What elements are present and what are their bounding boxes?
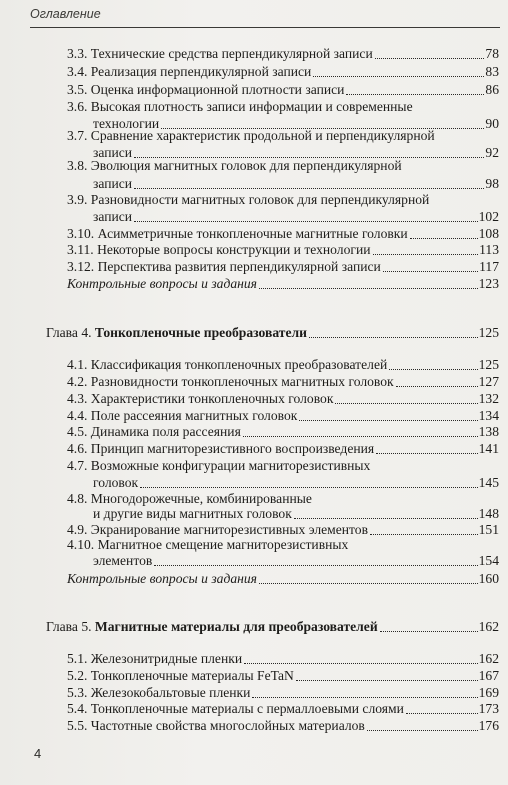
toc-entry-3-6-line1: 3.6. Высокая плотность записи информации и современные — [67, 99, 413, 114]
toc-entry-4-10 — [93, 553, 499, 569]
toc-chapter-4 — [46, 325, 499, 341]
dot-leader — [346, 93, 484, 95]
toc-entry-4-6 — [67, 441, 499, 457]
toc-page-number: 90 — [485, 116, 499, 131]
toc-page-number: 162 — [478, 651, 499, 666]
toc-entry-3-8-line1: 3.8. Эволюция магнитных головок для перпендикулярной — [67, 158, 402, 173]
dot-leader — [140, 486, 477, 488]
toc-entry-5-3 — [67, 685, 499, 701]
toc-entry-label: 3.11. Некоторые вопросы конструкции и технологии — [67, 242, 371, 257]
dot-leader — [252, 696, 477, 698]
chapter-prefix: Глава 5. — [46, 619, 95, 634]
toc-entry-label: элементов — [93, 553, 153, 568]
dot-leader — [243, 435, 478, 437]
toc-entry-3-9-line1: 3.9. Разновидности магнитных головок для перпендикулярной — [67, 192, 430, 207]
toc-entry-label: Контрольные вопросы и задания — [67, 571, 257, 586]
toc-page-number: 148 — [478, 506, 499, 521]
dot-leader — [335, 402, 477, 404]
toc-page-number: 86 — [485, 82, 499, 97]
dot-leader — [313, 75, 484, 77]
toc-entry-label: 3.3. Технические средства перпендикулярной записи — [67, 46, 373, 61]
toc-chapter-5 — [46, 619, 499, 635]
toc-entry-4-4 — [67, 408, 499, 424]
chapter-heading — [46, 325, 307, 341]
dot-leader — [244, 662, 477, 664]
chapter-title: Тонкопленочные преобразователи — [94, 325, 307, 340]
dot-leader — [299, 419, 477, 421]
dot-leader — [367, 729, 478, 731]
toc-entry-3-8 — [93, 176, 499, 192]
toc-entry-label: 5.2. Тонкопленочные материалы FeTaN — [67, 668, 294, 683]
dot-leader — [309, 336, 478, 338]
toc-page-number: 127 — [478, 374, 499, 389]
toc-entry-label: 3.10. Асимметричные тонкопленочные магнитные головки — [67, 226, 408, 241]
toc-entry-4-8-line1: 4.8. Многодорожечные, комбинированные — [67, 491, 312, 506]
toc-entry-4-5 — [67, 424, 499, 440]
toc-page-number: 78 — [485, 46, 499, 61]
toc-entry-label: 4.1. Классификация тонкопленочных преобразователей — [67, 357, 388, 372]
dot-leader — [406, 712, 478, 714]
toc-entry-label: 4.2. Разновидности тонкопленочных магнитных головок — [67, 374, 394, 389]
toc-entry-label: 5.5. Частотные свойства многослойных материалов — [67, 718, 365, 733]
toc-entry-3-5 — [67, 82, 499, 98]
toc-entry-4-3 — [67, 391, 499, 407]
toc-page-number: 160 — [478, 571, 499, 586]
dot-leader — [396, 385, 478, 387]
chapter-heading — [46, 619, 378, 635]
dot-leader — [134, 187, 484, 189]
dot-leader — [259, 287, 478, 289]
toc-entry-label: 5.1. Железонитридные пленки — [67, 651, 243, 666]
dot-leader — [375, 57, 485, 59]
toc-entry-5-4 — [67, 701, 499, 717]
toc-page-number: 167 — [478, 668, 499, 683]
running-header: Оглавление — [30, 7, 101, 21]
toc-page-number: 125 — [478, 325, 499, 340]
toc-entry-4-8 — [93, 506, 499, 522]
toc-page-number: 98 — [485, 176, 499, 191]
toc-page-number: 83 — [485, 64, 499, 79]
toc-page-number: 108 — [478, 226, 499, 241]
toc-page-number: 134 — [478, 408, 499, 423]
toc-page-number: 162 — [478, 619, 499, 634]
toc-page-number: 117 — [479, 259, 499, 274]
toc-page-number: 173 — [478, 701, 499, 716]
toc-entry-label: записи — [93, 176, 133, 191]
toc-entry-3-7-line1: 3.7. Сравнение характеристик продольной и перпендикулярной — [67, 128, 435, 143]
toc-entry-3-12 — [67, 259, 499, 275]
dot-leader — [294, 517, 478, 519]
toc-entry-label: 4.9. Экранирование магниторезистивных элементов — [67, 522, 369, 537]
dot-leader — [134, 220, 478, 222]
toc-page-number: 102 — [478, 209, 499, 224]
toc-page-number: 141 — [478, 441, 499, 456]
toc-entry-3-4 — [67, 64, 499, 80]
toc-entry-label: технологии — [93, 116, 160, 131]
toc-entry-label: 4.4. Поле рассеяния магнитных головок — [67, 408, 298, 423]
toc-entry-5-5 — [67, 718, 499, 734]
dot-leader — [389, 368, 477, 370]
dot-leader — [296, 679, 478, 681]
toc-page-number: 113 — [479, 242, 499, 257]
toc-entry-label: 5.3. Железокобальтовые пленки — [67, 685, 251, 700]
toc-page-number: 154 — [478, 553, 499, 568]
toc-entry-label: 3.5. Оценка информационной плотности записи — [67, 82, 345, 97]
dot-leader — [380, 630, 478, 632]
dot-leader — [373, 253, 479, 255]
toc-entry-label: 3.4. Реализация перпендикулярной записи — [67, 64, 312, 79]
page-number: 4 — [34, 746, 42, 761]
dot-leader — [259, 582, 478, 584]
dot-leader — [410, 237, 478, 239]
toc-entry-3-3 — [67, 46, 499, 62]
toc-entry-3-11 — [67, 242, 499, 258]
toc-entry-label: 4.6. Принцип магниторезистивного воспроизведения — [67, 441, 375, 456]
toc-entry-4-7 — [93, 475, 499, 491]
toc-entry-label: 4.3. Характеристики тонкопленочных головок — [67, 391, 334, 406]
toc-entry-3-9 — [93, 209, 499, 225]
toc-entry-label: 5.4. Тонкопленочные материалы с пермаллоевыми слоями — [67, 701, 404, 716]
toc-entry-4-2 — [67, 374, 499, 390]
toc-page-number: 125 — [478, 357, 499, 372]
toc-entry-label: Контрольные вопросы и задания — [67, 276, 257, 291]
toc-entry-label: головок — [93, 475, 139, 490]
toc-page-number: 176 — [478, 718, 499, 733]
toc-entry-5-2 — [67, 668, 499, 684]
toc-page-number: 123 — [478, 276, 499, 291]
toc-entry-label: 3.12. Перспектива развития перпендикулярной записи — [67, 259, 381, 274]
toc-entry-label: и другие виды магнитных головок — [93, 506, 292, 521]
toc-page-number: 138 — [478, 424, 499, 439]
toc-entry-3-10 — [67, 226, 499, 242]
dot-leader — [370, 533, 478, 535]
toc-entry-4-7-line1: 4.7. Возможные конфигурации магниторезистивных — [67, 458, 371, 473]
toc-entry-4-1 — [67, 357, 499, 373]
toc-entry-4-9 — [67, 522, 499, 538]
toc-page-number: 145 — [478, 475, 499, 490]
chapter-title: Магнитные материалы для преобразователей — [94, 619, 378, 634]
toc-entry-label: записи — [93, 145, 133, 160]
toc-entry-questions-3 — [67, 276, 499, 292]
header-rule — [30, 27, 500, 28]
dot-leader — [376, 452, 477, 454]
toc-page-number: 132 — [478, 391, 499, 406]
toc-page-number: 151 — [478, 522, 499, 537]
dot-leader — [154, 564, 477, 566]
toc-entry-label: 4.5. Динамика поля рассеяния — [67, 424, 241, 439]
toc-entry-label: записи — [93, 209, 133, 224]
dot-leader — [383, 270, 478, 272]
toc-page-number: 92 — [485, 145, 499, 160]
toc-entry-4-10-line1: 4.10. Магнитное смещение магниторезистивных — [67, 537, 349, 552]
chapter-prefix: Глава 4. — [46, 325, 95, 340]
toc-entry-questions-4 — [67, 571, 499, 587]
toc-entry-5-1 — [67, 651, 499, 667]
toc-page-number: 169 — [478, 685, 499, 700]
